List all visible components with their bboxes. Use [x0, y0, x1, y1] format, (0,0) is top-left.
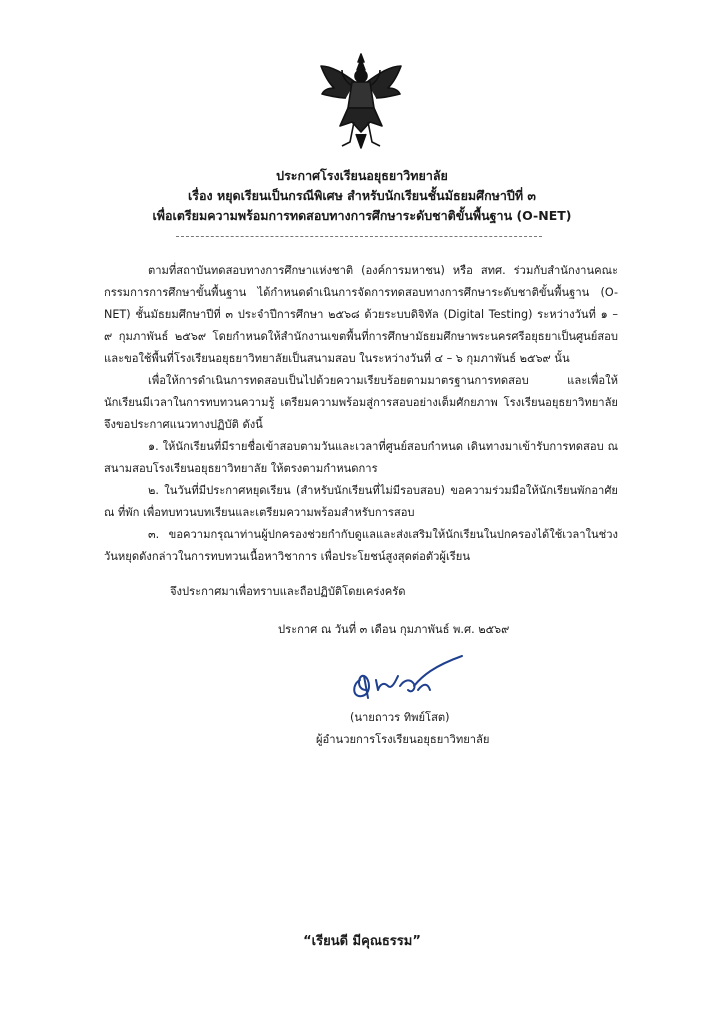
announcement-subject-line-1: เรื่อง หยุดเรียนเป็นกรณีพิเศษ สำหรับนักเรียนชั้นมัธยมศึกษาปีที่ ๓	[188, 188, 536, 203]
closing-statement: จึงประกาศมาเพื่อทราบและถือปฏิบัติโดยเคร่งครัด	[170, 585, 406, 598]
announcement-subject-line-2: เพื่อเตรียมความพร้อมการทดสอบทางการศึกษาระดับชาติขั้นพื้นฐาน (O-NET)	[152, 208, 572, 223]
announcement-date: ประกาศ ณ วันที่ ๓ เดือน กุมภาพันธ์ พ.ศ. ๒๕๖๙	[278, 623, 510, 636]
announcement-title: ประกาศโรงเรียนอยุธยาวิทยาลัย	[276, 168, 448, 183]
signer-name: (นายถาวร ทิพย์โสต)	[350, 711, 450, 724]
body-paragraph-2: เพื่อให้การดำเนินการทดสอบเป็นไปด้วยความเรียบร้อยตามมาตรฐานการทดสอบ และเพื่อให้นักเรียนมีเวลาในการทบทวนความรู้ เตรียมความพร้อมสู่การสอบอย่างเต็มศักยภาพ โรงเรียนอยุธยาวิทยาลัยจึงขอประกาศแนวทางปฏิบัติ ดังนี้	[104, 374, 618, 431]
garuda-emblem-icon	[318, 52, 404, 152]
signer-title: ผู้อำนวยการโรงเรียนอยุธยาวิทยาลัย	[316, 733, 490, 746]
guideline-item-1: ๑. ให้นักเรียนที่มีรายชื่อเข้าสอบตามวันและเวลาที่ศูนย์สอบกำหนด เดินทางมาเข้ารับการทดสอบ ณ สนามสอบโรงเรียนอยุธยาวิทยาลัย ให้ตรงตามกำหนดการ	[104, 440, 618, 475]
header-divider	[176, 236, 542, 237]
guideline-item-3: ๓. ขอความกรุณาท่านผู้ปกครองช่วยกำกับดูแลและส่งเสริมให้นักเรียนในปกครองได้ใช้เวลาในช่วงวันหยุดดังกล่าวในการทบทวนเนื้อหาวิชาการ เพื่อประโยชน์สูงสุดต่อตัวผู้เรียน	[104, 528, 618, 563]
guideline-item-2: ๒. ในวันที่มีประกาศหยุดเรียน (สำหรับนักเรียนที่ไม่มีรอบสอบ) ขอความร่วมมือให้นักเรียนพักอาศัย ณ ที่พัก เพื่อทบทวนบทเรียนและเตรียมความพร้อมสำหรับการสอบ	[104, 484, 618, 519]
signature-image	[346, 650, 466, 702]
school-motto: “เรียนดี มีคุณธรรม”	[303, 934, 421, 949]
body-paragraph-1: ตามที่สถาบันทดสอบทางการศึกษาแห่งชาติ (องค์การมหาชน) หรือ สทศ. ร่วมกับสำนักงานคณะกรรมการการศึกษาขั้นพื้นฐาน ได้กำหนดดำเนินการจัดการทดสอบทางการศึกษาระดับชาติขั้นพื้นฐาน (O-NET) ชั้นมัธยมศึกษาปีที่ ๓ ประจำปีการศึกษา ๒๕๖๘ ด้วยระบบดิจิทัล (Digital Testing) ระหว่างวันที่ ๑ – ๙ กุมภาพันธ์ ๒๕๖๙ โดยกำหนดให้สำนักงานเขตพื้นที่การศึกษามัธยมศึกษาพระนครศรีอยุธยาเป็นศูนย์สอบ และขอใช้พื้นที่โรงเรียนอยุธยาวิทยาลัยเป็นสนามสอบ ในระหว่างวันที่ ๔ – ๖ กุมภาพันธ์ ๒๕๖๙ นั้น	[104, 264, 618, 365]
